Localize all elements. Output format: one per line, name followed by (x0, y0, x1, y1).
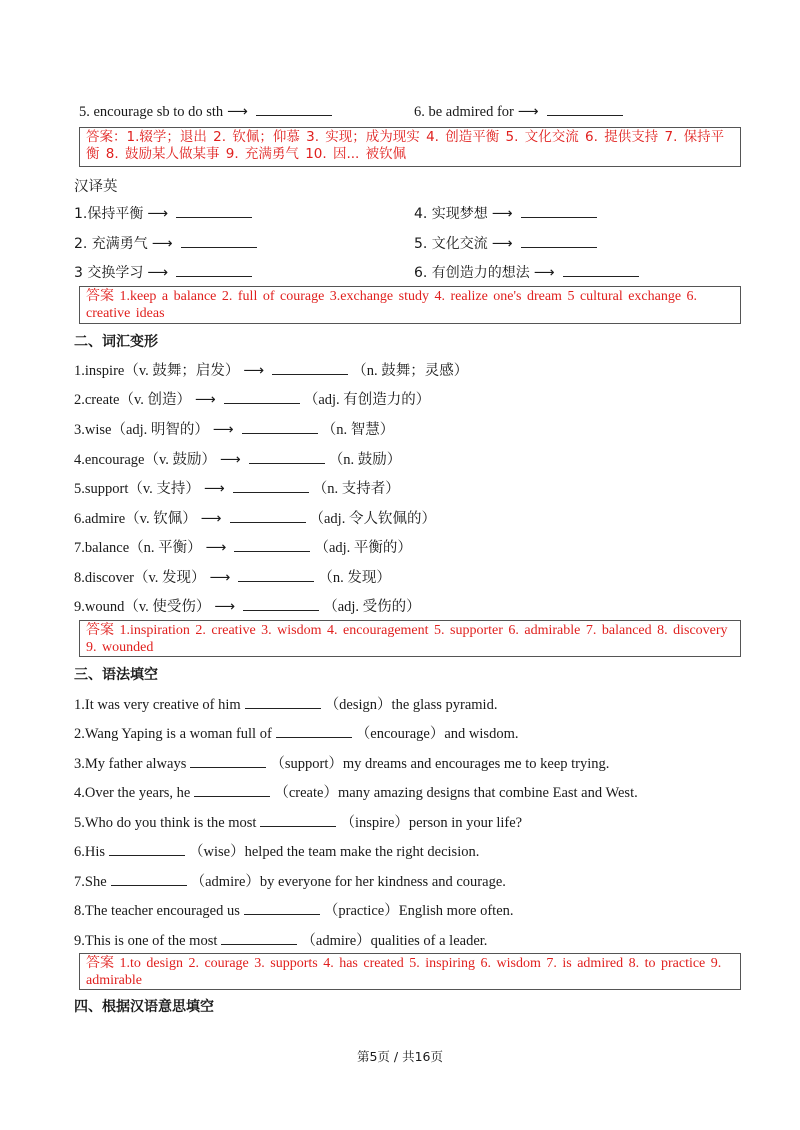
answer-blank[interactable] (230, 521, 306, 523)
section-2-title: 二、词汇变形 (74, 334, 158, 350)
section-3-title: 三、语法填空 (74, 667, 158, 683)
arrow-icon: ⟶ (205, 540, 227, 556)
word-form-item: 4.encourage（v. 鼓励） ⟶ （n. 鼓励） (74, 452, 402, 468)
item-text: 6. be admired for (414, 104, 514, 120)
answer-blank[interactable] (233, 491, 309, 493)
answer-blank[interactable] (176, 216, 252, 218)
word-form-item: 9.wound（v. 使受伤） ⟶ （adj. 受伤的） (74, 599, 421, 615)
grammar-item: 7.She （admire）by everyone for her kindness and courage. (74, 874, 506, 890)
arrow-icon: ⟶ (214, 599, 236, 615)
arrow-icon: ⟶ (227, 104, 248, 120)
word-form-item: 8.discover（v. 发现） ⟶ （n. 发现） (74, 570, 391, 586)
answer-blank[interactable] (521, 246, 597, 248)
section-4-title: 四、根据汉语意思填空 (74, 999, 214, 1015)
answer-blank[interactable] (176, 275, 252, 277)
arrow-icon: ⟶ (209, 570, 231, 586)
word-form-item: 5.support（v. 支持） ⟶ （n. 支持者） (74, 481, 400, 497)
answer-blank[interactable] (194, 795, 270, 797)
grammar-item: 4.Over the years, he （create）many amazing designs that combine East and West. (74, 785, 638, 801)
item-text: 5. encourage sb to do sth (79, 104, 224, 120)
answer-blank[interactable] (244, 913, 320, 915)
answer-blank[interactable] (242, 432, 318, 434)
section-subtitle: 汉译英 (74, 179, 118, 195)
arrow-icon: ⟶ (533, 265, 555, 281)
answer-blank[interactable] (221, 943, 297, 945)
answer-blank[interactable] (224, 402, 300, 404)
page-footer: 第5页 / 共16页 (356, 1049, 444, 1064)
arrow-icon: ⟶ (243, 363, 265, 379)
answer-box-4: 答案 1.to design 2. courage 3. supports 4. has created 5. inspiring 6. wisdom 7. is admired 8. to practice 9. admirable (79, 953, 741, 990)
answer-blank[interactable] (276, 736, 352, 738)
answer-blank[interactable] (245, 707, 321, 709)
grammar-item: 1.It was very creative of him （design）the glass pyramid. (74, 697, 498, 713)
arrow-icon: ⟶ (151, 236, 173, 252)
answer-blank[interactable] (260, 825, 336, 827)
grammar-item: 2.Wang Yaping is a woman full of （encourage）and wisdom. (74, 726, 519, 742)
answer-blank[interactable] (111, 884, 187, 886)
c2e-item-4: 4. 实现梦想 ⟶ (414, 203, 601, 223)
answer-blank[interactable] (109, 854, 185, 856)
word-form-item: 6.admire（v. 钦佩） ⟶ （adj. 令人钦佩的） (74, 511, 436, 527)
grammar-item: 8.The teacher encouraged us （practice）English more often. (74, 903, 514, 919)
c2e-item-6: 6. 有创造力的想法 ⟶ (414, 262, 643, 282)
grammar-item: 5.Who do you think is the most （inspire）person in your life? (74, 815, 523, 831)
answer-box-1: 答案：1.辍学；退出 2. 钦佩；仰慕 3. 实现；成为现实 4. 创造平衡 5. 文化交流 6. 提供支持 7. 保持平衡 8. 鼓励某人做某事 9. 充满勇气 10. 因... 被钦佩 (79, 127, 741, 167)
answer-blank[interactable] (547, 114, 623, 116)
vocab-item-6 (414, 104, 627, 121)
word-form-item: 7.balance（n. 平衡） ⟶ （adj. 平衡的） (74, 540, 412, 556)
c2e-item-1: 1.保持平衡 ⟶ (74, 203, 256, 223)
word-form-item: 3.wise（adj. 明智的） ⟶ （n. 智慧） (74, 422, 395, 438)
grammar-item: 9.This is one of the most （admire）qualities of a leader. (74, 933, 488, 949)
answer-blank[interactable] (234, 550, 310, 552)
arrow-icon: ⟶ (195, 392, 216, 408)
arrow-icon: ⟶ (147, 265, 169, 281)
arrow-icon: ⟶ (212, 422, 234, 438)
answer-blank[interactable] (243, 609, 319, 611)
answer-blank[interactable] (238, 580, 314, 582)
c2e-item-5: 5. 文化交流 ⟶ (414, 233, 601, 253)
arrow-icon: ⟶ (147, 206, 169, 222)
answer-box-3: 答案 1.inspiration 2. creative 3. wisdom 4. encouragement 5. supporter 6. admirable 7. balanced 8. discovery 9. wounded (79, 620, 741, 657)
arrow-icon: ⟶ (203, 481, 225, 497)
arrow-icon: ⟶ (200, 511, 222, 527)
word-form-item: 2.create（v. 创造） ⟶ （adj. 有创造力的） (74, 392, 431, 408)
c2e-item-2: 2. 充满勇气 ⟶ (74, 233, 261, 253)
grammar-item: 3.My father always （support）my dreams and encourages me to keep trying. (74, 756, 610, 772)
grammar-item: 6.His （wise）helped the team make the right decision. (74, 844, 480, 860)
answer-blank[interactable] (521, 216, 597, 218)
arrow-icon: ⟶ (220, 452, 241, 468)
arrow-icon: ⟶ (491, 206, 513, 222)
answer-box-2: 答案 1.keep a balance 2. full of courage 3.exchange study 4. realize one's dream 5 cultural exchange 6. creative ideas (79, 286, 741, 324)
arrow-icon: ⟶ (491, 236, 513, 252)
answer-blank[interactable] (256, 114, 332, 116)
answer-blank[interactable] (181, 246, 257, 248)
answer-blank[interactable] (190, 766, 266, 768)
answer-blank[interactable] (563, 275, 639, 277)
answer-blank[interactable] (249, 462, 325, 464)
answer-blank[interactable] (272, 373, 348, 375)
vocab-item-5 (79, 104, 336, 121)
word-form-item: 1.inspire（v. 鼓舞；启发） ⟶ （n. 鼓舞；灵感） (74, 363, 469, 379)
arrow-icon: ⟶ (517, 104, 539, 120)
c2e-item-3: 3 交换学习 ⟶ (74, 262, 256, 282)
